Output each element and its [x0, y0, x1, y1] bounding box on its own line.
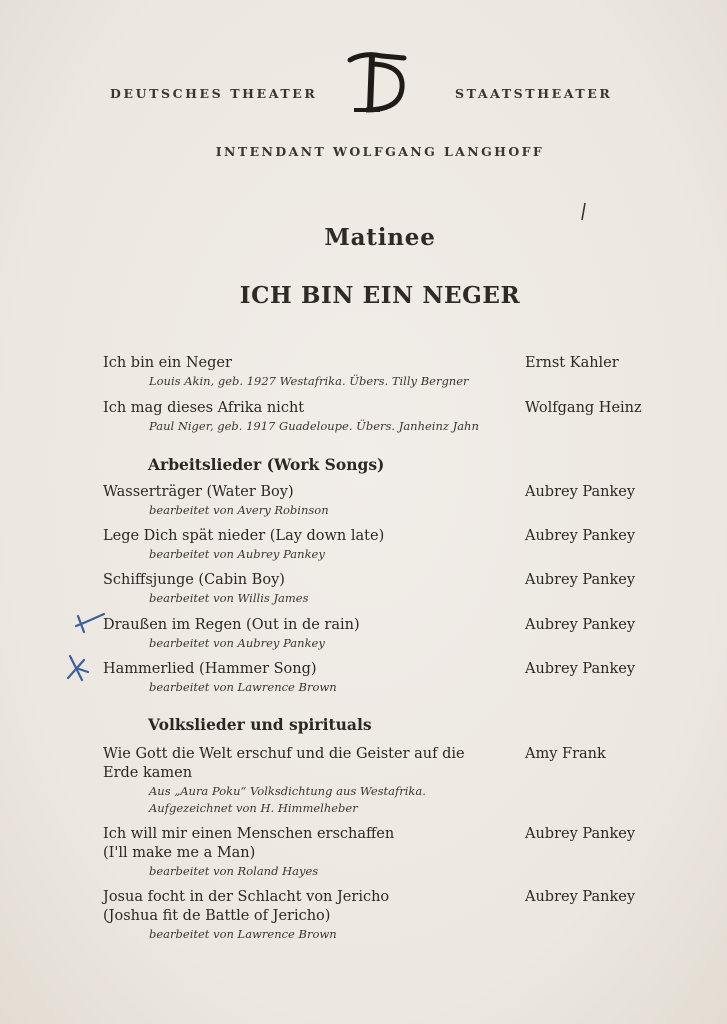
- entry-note: bearbeitet von Lawrence Brown: [149, 680, 337, 694]
- pencil-mark-icon: [578, 202, 588, 222]
- entry-performer: Aubrey Pankey: [525, 528, 636, 544]
- page-title: Matinee: [324, 224, 436, 251]
- entry-title-translation: (I'll make me a Man): [103, 845, 256, 861]
- entry-performer: Aubrey Pankey: [525, 484, 636, 500]
- program-entry: [103, 354, 703, 390]
- program-entry: [103, 399, 703, 435]
- entry-title: Hammerlied (Hammer Song): [103, 661, 317, 677]
- entry-note: Louis Akin, geb. 1927 Westafrika. Übers. Tilly Bergner: [149, 374, 469, 388]
- program-entry: [103, 888, 703, 943]
- entry-performer: Wolfgang Heinz: [525, 400, 642, 416]
- entry-title: Draußen im Regen (Out in de rain): [103, 617, 360, 633]
- entry-title: Schiffsjunge (Cabin Boy): [103, 572, 285, 588]
- entry-performer: Amy Frank: [525, 746, 606, 762]
- entry-note: Paul Niger, geb. 1917 Guadeloupe. Übers. Janheinz Jahn: [149, 419, 479, 433]
- dt-monogram-logo: [346, 50, 408, 116]
- entry-note: Aus „Aura Poku“ Volksdichtung aus Westafrika.: [149, 784, 426, 798]
- entry-note: bearbeitet von Avery Robinson: [149, 503, 329, 517]
- program-entry: [103, 660, 703, 696]
- entry-title: Josua focht in der Schlacht von Jericho: [103, 889, 390, 905]
- page-subtitle: ICH BIN EIN NEGER: [239, 282, 521, 309]
- program-entry: [103, 825, 703, 880]
- entry-performer: Aubrey Pankey: [525, 889, 636, 905]
- entry-performer: Aubrey Pankey: [525, 661, 636, 677]
- theater-type: STAATSTHEATER: [455, 86, 613, 101]
- program-entry: [103, 616, 703, 652]
- entry-note: Aufgezeichnet von H. Himmelheber: [149, 801, 358, 815]
- entry-title: Wie Gott die Welt erschuf und die Geister auf die Erde kamen: [103, 746, 465, 781]
- entry-title: Wasserträger (Water Boy): [103, 484, 294, 500]
- section-heading: Arbeitslieder (Work Songs): [148, 455, 385, 474]
- program-entry: [103, 527, 703, 563]
- entry-title: Ich mag dieses Afrika nicht: [103, 400, 305, 416]
- entry-note: bearbeitet von Lawrence Brown: [149, 927, 337, 941]
- section-heading: Volkslieder und spirituals: [148, 715, 372, 734]
- blue-pen-cross-icon: [64, 654, 92, 684]
- entry-title: Ich bin ein Neger: [103, 355, 232, 371]
- entry-note: bearbeitet von Aubrey Pankey: [149, 547, 325, 561]
- entry-title: Ich will mir einen Menschen erschaffen: [103, 826, 395, 842]
- entry-performer: Aubrey Pankey: [525, 826, 636, 842]
- entry-performer: Aubrey Pankey: [525, 572, 636, 588]
- program-entry: [103, 483, 703, 519]
- intendant-line: INTENDANT WOLFGANG LANGHOFF: [215, 144, 545, 159]
- entry-performer: Aubrey Pankey: [525, 617, 636, 633]
- program-entry: [103, 571, 703, 607]
- theater-name: DEUTSCHES THEATER: [110, 86, 318, 101]
- entry-note: bearbeitet von Willis James: [149, 591, 309, 605]
- program-entry: [103, 745, 703, 817]
- entry-note: bearbeitet von Roland Hayes: [149, 864, 319, 878]
- blue-pen-checkmark-icon: [74, 612, 106, 636]
- entry-title: Lege Dich spät nieder (Lay down late): [103, 528, 385, 544]
- entry-performer: Ernst Kahler: [525, 355, 619, 371]
- entry-note: bearbeitet von Aubrey Pankey: [149, 636, 325, 650]
- entry-title-translation: (Joshua fit de Battle of Jericho): [103, 908, 331, 924]
